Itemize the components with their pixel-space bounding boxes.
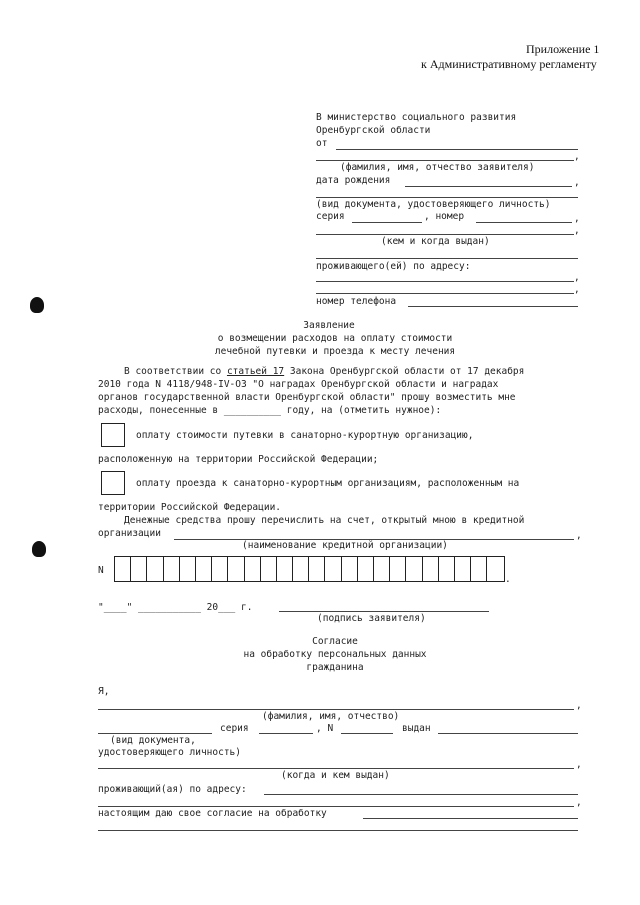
scan-blot-1 [30, 297, 44, 313]
period: . [505, 574, 511, 585]
address-label: проживающего(ей) по адресу: [316, 261, 471, 272]
paragraph-line-3: органов государственной власти Оренбургской области" прошу возместить мне [98, 392, 516, 403]
series-label: серия [316, 211, 345, 222]
appendix-label: Приложение 1 [526, 42, 600, 56]
consent-number-label: , N [316, 723, 334, 734]
comma: , [576, 700, 582, 711]
law-article-link[interactable]: статьей 17 [226, 366, 285, 377]
consent-i-label: Я, [98, 686, 110, 697]
consent-title: Согласие [312, 636, 358, 647]
dob-label: дата рождения [316, 175, 391, 186]
series-field[interactable] [352, 222, 422, 223]
consent-fio-field[interactable] [98, 709, 574, 710]
fio-caption: (фамилия, имя, отчество заявителя) [340, 162, 535, 173]
comma: , [576, 759, 582, 770]
comma: , [576, 797, 582, 808]
number-field[interactable] [476, 222, 572, 223]
comma: , [574, 225, 580, 236]
money-line-1: Денежные средства прошу перечислить на счет, открытый мною в кредитной [124, 515, 525, 526]
consent-series-field[interactable] [259, 733, 313, 734]
paragraph-line-2: 2010 года N 4118/948-IV-ОЗ "О наградах Оренбургской области и наградах [98, 379, 499, 390]
issued-caption: (кем и когда выдан) [381, 236, 490, 247]
from-field[interactable] [336, 149, 578, 150]
option-voucher-line-1: оплату стоимости путевки в санаторно-курортную организацию, [136, 430, 474, 441]
option-travel-line-1: оплату проезда к санаторно-курортным организациям, расположенным на [136, 478, 520, 489]
account-number-label: N [98, 565, 104, 576]
comma: , [576, 530, 582, 541]
consent-issued-label: выдан [402, 723, 431, 734]
number-label: , номер [424, 211, 465, 222]
consent-doc-caption-2: удостоверяющего личность) [98, 747, 241, 758]
consent-subtitle-2: гражданина [306, 662, 364, 673]
consent-issued-caption: (когда и кем выдан) [281, 770, 390, 781]
signature-field[interactable] [279, 611, 489, 612]
paragraph-line-1: В соответствии со статьей 17 Закона Оренбургской области от 17 декабря [124, 366, 525, 377]
doc-field[interactable] [316, 197, 578, 198]
addressee-ministry: В министерство социального развития [316, 112, 517, 123]
address-field-1[interactable] [316, 281, 574, 282]
dob-field[interactable] [405, 186, 572, 187]
comma: , [574, 151, 580, 162]
consent-give-field[interactable] [363, 818, 578, 819]
consent-series-label: серия [220, 723, 249, 734]
from-label: от [316, 138, 328, 149]
issued-field-2[interactable] [316, 258, 578, 259]
application-subtitle-2: лечебной путевки и проезда к месту лечения [214, 346, 456, 357]
consent-address-label: проживающий(ая) по адресу: [98, 784, 247, 795]
comma: , [574, 284, 580, 295]
consent-subtitle-1: на обработку персональных данных [243, 649, 427, 660]
phone-label: номер телефона [316, 296, 397, 307]
paragraph-line-4: расходы, понесенные в __________ году, на (отметить нужное): [98, 405, 442, 416]
account-number-boxes[interactable] [114, 556, 505, 582]
bank-caption: (наименование кредитной организации) [242, 540, 448, 551]
appendix-regulation: к Административному регламенту [421, 57, 597, 71]
address-field-2[interactable] [316, 293, 574, 294]
date-field[interactable]: "____" ___________ 20___ г. [98, 602, 253, 613]
scan-blot-2 [32, 541, 46, 557]
comma: , [574, 177, 580, 188]
from-field-2[interactable] [316, 160, 574, 161]
application-title: Заявление [303, 320, 355, 331]
option-voucher-checkbox[interactable] [101, 423, 125, 447]
money-line-2: организации [98, 528, 161, 539]
issued-field[interactable] [316, 234, 574, 235]
consent-fio-caption: (фамилия, имя, отчество) [262, 711, 400, 722]
consent-issued-field-2[interactable] [98, 768, 574, 769]
comma: , [574, 272, 580, 283]
phone-field[interactable] [408, 306, 578, 307]
consent-number-field[interactable] [341, 733, 393, 734]
consent-give-label: настоящим даю свое согласие на обработку [98, 808, 327, 819]
option-voucher-line-2: расположенную на территории Российской Федерации; [98, 454, 379, 465]
consent-extra-field[interactable] [98, 830, 578, 831]
consent-doc-field[interactable] [98, 733, 212, 734]
comma: , [574, 213, 580, 224]
consent-doc-caption-1: (вид документа, [110, 735, 196, 746]
option-travel-checkbox[interactable] [101, 471, 125, 495]
signature-caption: (подпись заявителя) [317, 613, 426, 624]
addressee-region: Оренбургской области [316, 125, 431, 136]
application-subtitle-1: о возмещении расходов на оплату стоимости [217, 333, 453, 344]
doc-caption: (вид документа, удостоверяющего личность) [316, 199, 551, 210]
option-travel-line-2: территории Российской Федерации. [98, 502, 282, 513]
consent-issued-field[interactable] [438, 733, 578, 734]
consent-address-field-2[interactable] [98, 806, 574, 807]
consent-address-field[interactable] [264, 794, 578, 795]
